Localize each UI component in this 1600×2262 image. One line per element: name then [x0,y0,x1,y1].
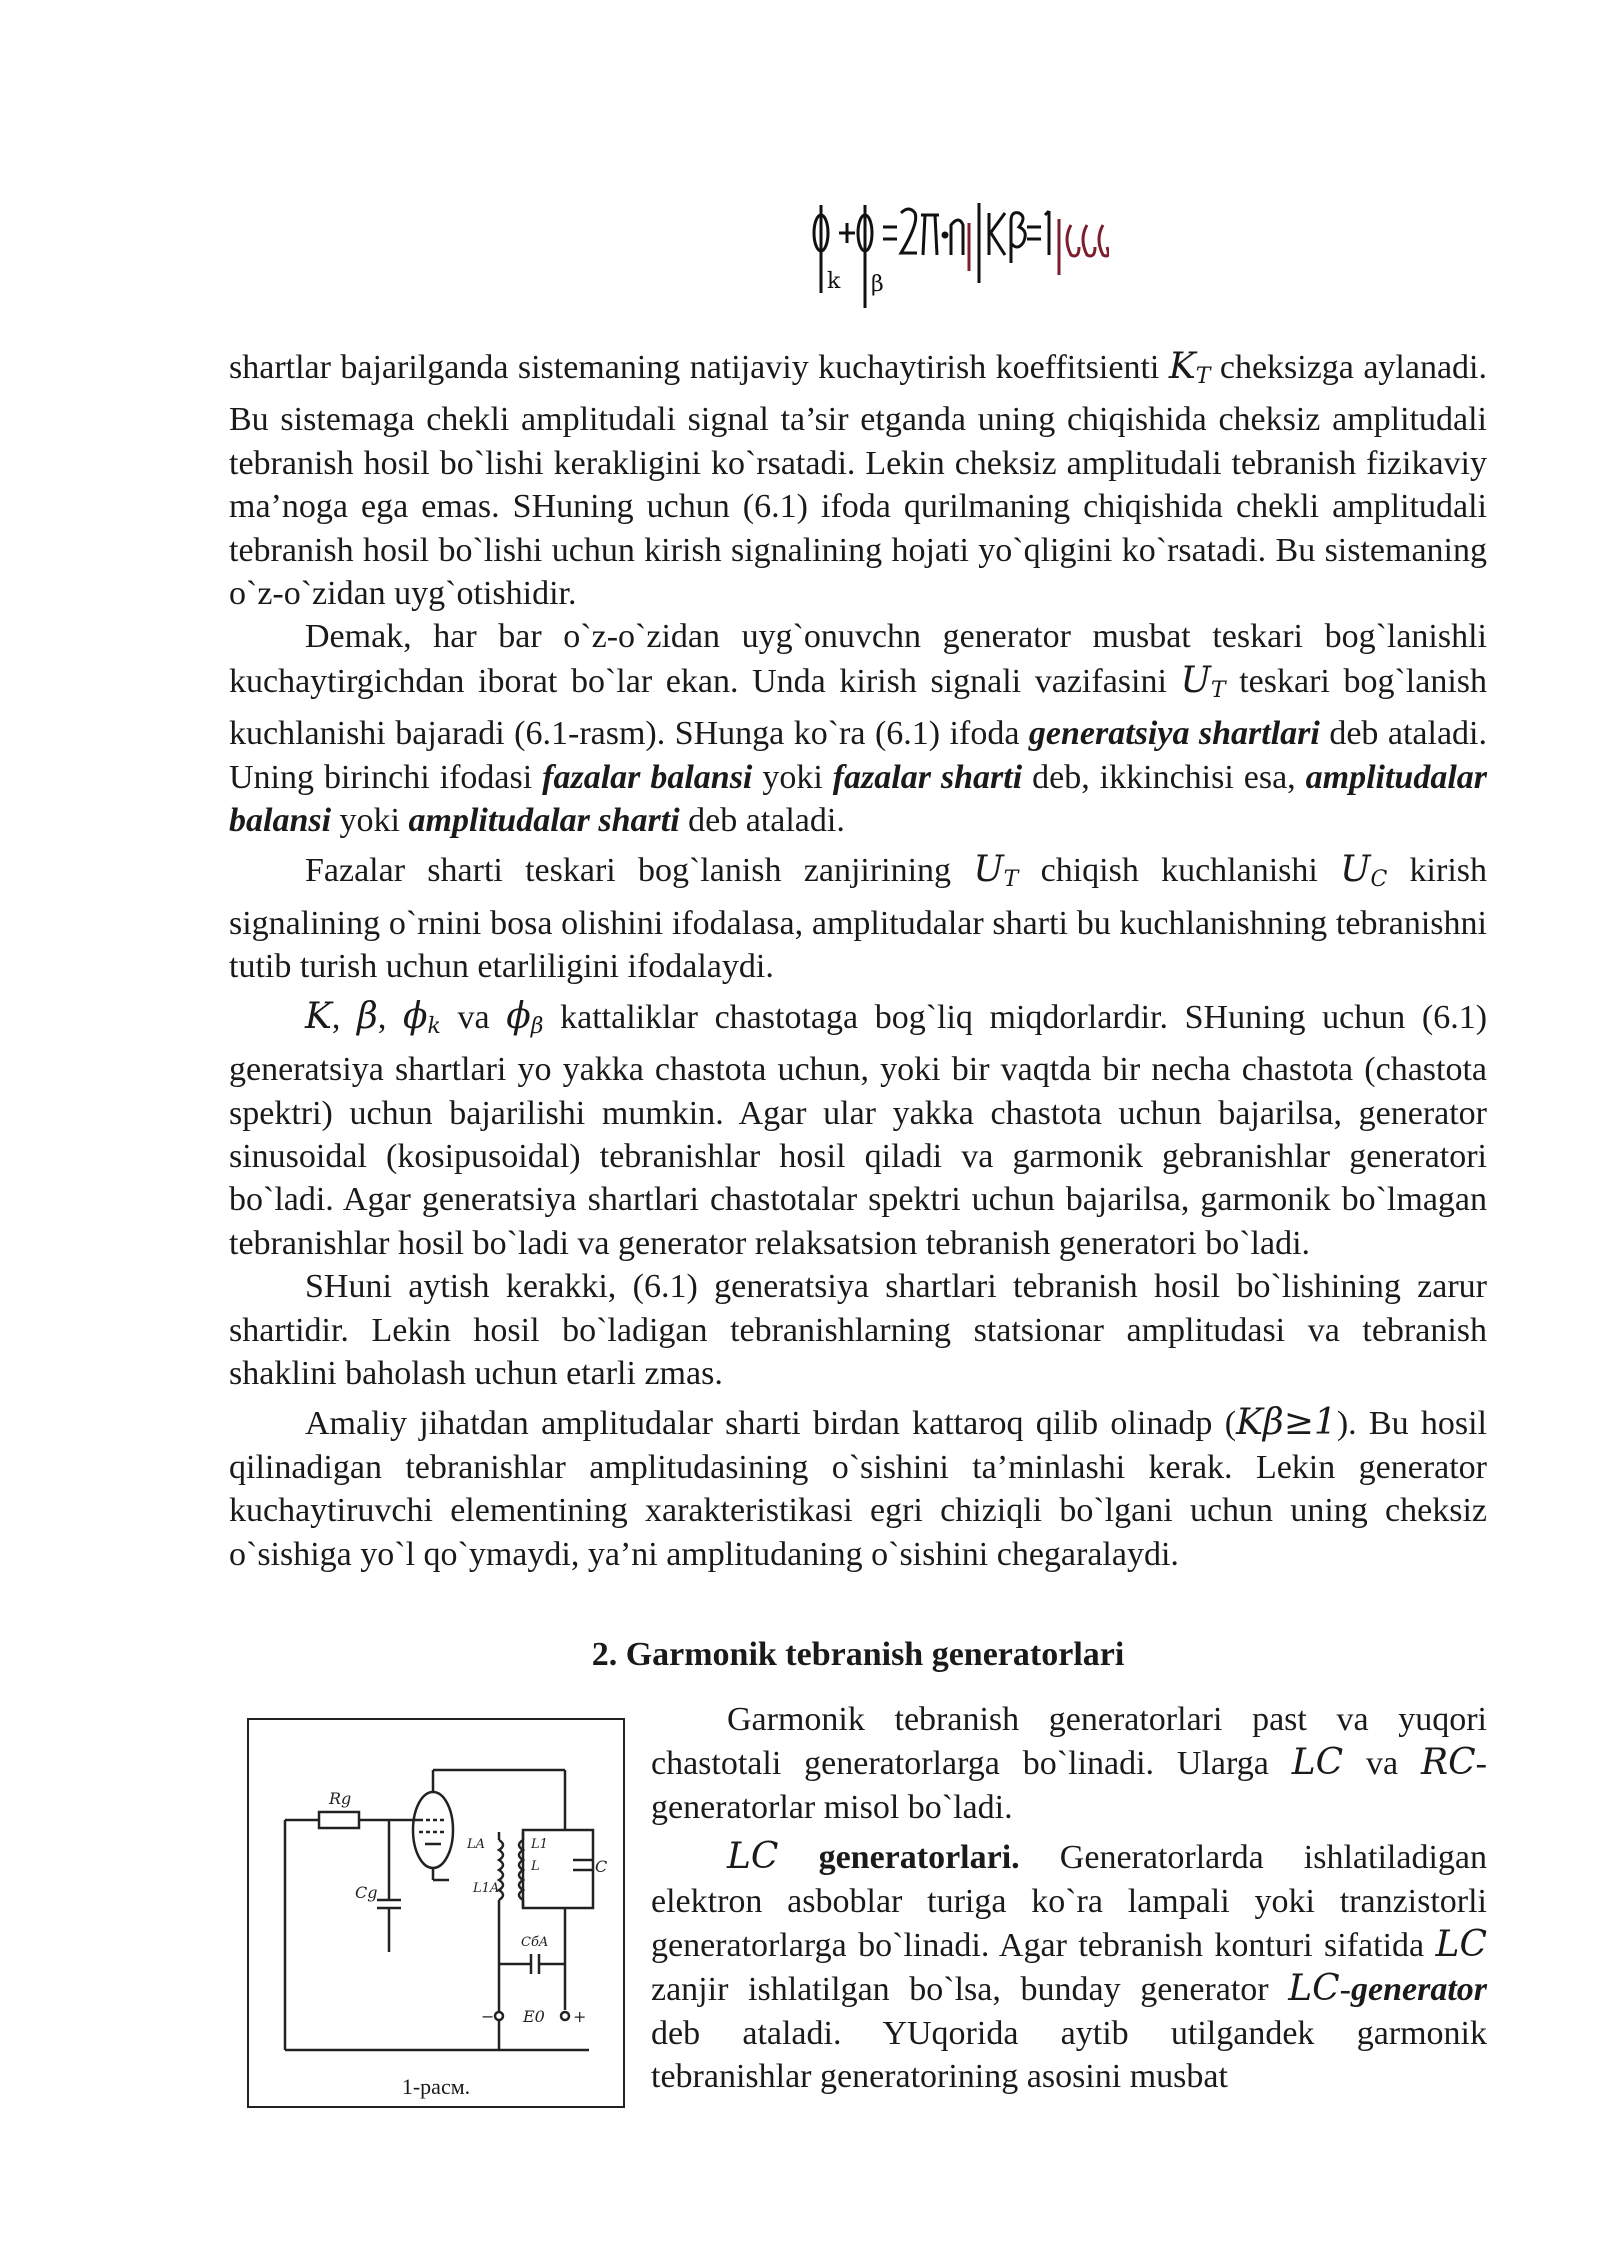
svg-text:k: k [827,269,841,294]
svg-text:L1: L1 [531,1837,548,1852]
symbol-ut-2: $U_T$ [973,849,1019,893]
circuit-diagram [249,1720,623,2070]
side-paragraph-2: LC generatorlari. Generatorlarda ishlatiladigan elektron asboblar turiga ko`ra lampali yoki tranzistorli generatorlarga bo`linadi. Agar tebranish konturi sifatida LC zanjir ishlatilgan bo`lsa, bunday generator LC-generator deb ataladi. YUqorida aytib utilgandek garmonik tebranishlar generatorining asosini musbat [651,1836,1487,2096]
symbol-lc-4: LC [1288,1968,1340,2010]
term-generatsiya-shartlari: generatsiya shartlari [1028,715,1320,753]
symbol-lc-3: LC [1435,1924,1487,1966]
symbol-lc-2: LC [727,1836,779,1878]
side-text [651,1698,1487,2099]
svg-text:C: C [595,1857,608,1876]
term-amplitudalar-balansi: amplitudalar balansi [229,758,1487,840]
section-heading: 2. Garmonik tebranish generatorlari [591,1636,1125,1673]
symbol-kt: $K_T$ [1168,346,1211,389]
svg-text:−: − [481,2007,495,2026]
circuit-figure [247,1718,625,2108]
paragraph-5: SHuni aytish kerakki, (6.1) generatsiya shartlari tebranish hosil bo`lishining zarur shartidir. Lekin hosil bo`ladigan tebranishlarning statsionar amplitudasi va tebranish shaklini baholash uchun etarli zmas. [229,1268,1487,1392]
term-generator: generator [1351,1971,1487,2009]
paragraph-1-tail: cheksizga aylanadi. Bu sistemaga chekli amplitudali signal ta’sir etganda uning chiqishida cheksiz amplitudali tebranish hosil bo`lishi kerakligini ko`rsatadi. Lekin cheksiz amplitudali tebranish fizikaviy ma’noga ega emas. SHuning uchun (6.1) ifoda qurilmaning chiqishida chekli amplitudali tebranish hosil bo`lishi uchun kirish signalining hojati yo`qligini ko`rsatadi. Bu sistemaning o`z-o`zidan uyg`otishidir. [229,349,1488,613]
symbol-beta: β [357,995,378,1037]
svg-text:L: L [531,1859,540,1874]
main-text [229,345,1487,1576]
svg-text:CбA: CбA [521,1935,549,1950]
side-paragraph-1: Garmonik tebranish generatorlari past va yuqori chastotali generatorlarga bo`linadi. Ularga LC va RC-generatorlar misol bo`ladi. [651,1701,1487,1826]
symbol-ut: $U_T$ [1180,659,1226,703]
svg-text:Cg: Cg [355,1883,378,1902]
document-page [229,0,1487,2262]
symbol-uc: $U_C$ [1340,849,1388,893]
svg-text:Rg: Rg [329,1789,352,1808]
term-fazalar-balansi: fazalar balansi [542,758,753,796]
symbol-lc: LC [1291,1742,1344,1784]
symbol-phi-k: $\phi_k$ [403,995,441,1039]
math-k-beta-ge-1: Kβ≥1 [1236,1402,1337,1444]
term-fazalar-sharti: fazalar sharti [832,758,1023,796]
paragraph-1-text: shartlar bajarilganda sistemaning natijaviy kuchaytirish koeffitsienti [229,349,1160,386]
svg-text:LA: LA [467,1837,486,1852]
svg-text:L1A: L1A [473,1881,500,1896]
svg-text:E0: E0 [523,2007,545,2026]
paragraph-2: Demak, har bar o`z-o`zidan uyg`onuvchn generator musbat teskari bog`lanishli kuchaytirgichdan iborat bo`lar ekan. Unda kirish signali vazifasini $U_T$ teskari bog`lanish kuchlanishi bajaradi (6.1-rasm). SHunga ko`ra (6.1) ifoda generatsiya shartlari deb ataladi. Uning birinchi ifodasi fazalar balansi yoki fazalar sharti deb, ikkinchisi esa, amplitudalar balansi yoki amplitudalar sharti deb ataladi. [229,618,1488,840]
symbol-rc: RC [1421,1742,1476,1784]
term-amplitudalar-sharti: amplitudalar sharti [408,802,680,840]
svg-text:β: β [871,272,884,297]
figure-caption: 1-рacм. [401,2074,471,2099]
formula-image [809,183,1109,323]
svg-text:+: + [573,2007,587,2026]
symbol-k: K [305,995,332,1037]
symbol-phi-beta: $\phi_\beta$ [506,995,544,1039]
paragraph-6: Amaliy jihatdan amplitudalar sharti birdan kattaroq qilib olinadp (Kβ≥1). Bu hosil qilinadigan tebranishlar amplitudasining o`sishini ta’minlashi kerak. Lekin generator kuchaytiruvchi elementining xarakteristikasi egri chiziqli bo`lgani uchun uning cheksiz o`sishiga yo`l qo`ymaydi, ya’ni amplitudaning o`sishini chegaralaydi. [229,1402,1487,1573]
paragraph-3: Fazalar sharti teskari bog`lanish zanjirining $U_T$ chiqish kuchlanishi $U_C$ kirish signalining o`rnini bosa olishini ifodalasa, amplitudalar sharti bu kuchlanishning tebranishni tutib turish uchun etarliligini ifodalaydi. [229,849,1488,986]
paragraph-4: K, β, $\phi_k$ va $\phi_\beta$ kattaliklar chastotaga bog`liq miqdorlardir. SHuning uchun (6.1) generatsiya shartlari yo yakka chastota uchun, yoki bir vaqtda bir necha chastota (chastota spektri) uchun bajarilishi mumkin. Agar ular yakka chastota uchun bajarilsa, generator sinusoidal (kosipusoidal) tebranishlar hosil qiladi va garmonik gebranishlar generatori bo`ladi. Agar generatsiya shartlari chastotalar spektri uchun bajarilsa, garmonik bo`lmagan tebranishlar hosil bo`ladi va generator relaksatsion tebranish generatori bo`ladi. [229,995,1488,1262]
paragraph-1 [229,345,1487,615]
